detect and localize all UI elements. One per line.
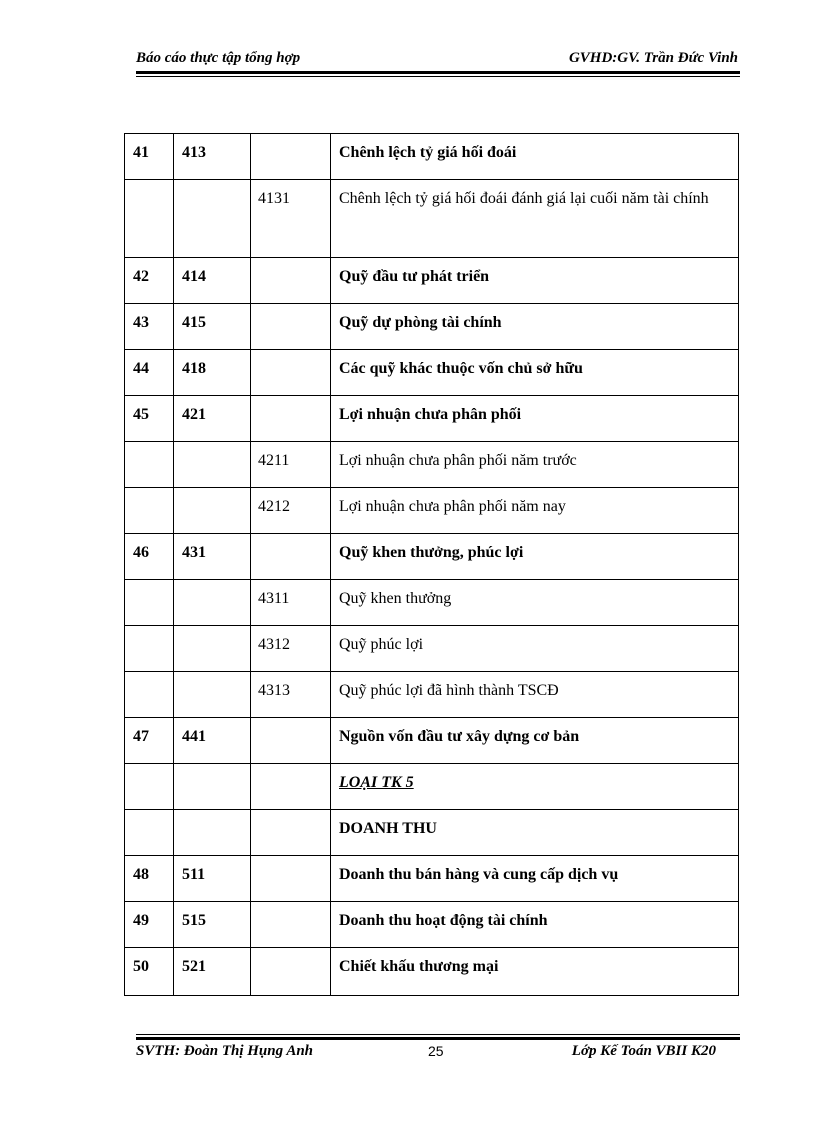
table-row bbox=[125, 442, 739, 488]
header-supervisor: GVHD:GV. Trần Đức Vinh bbox=[568, 50, 738, 66]
table-row bbox=[125, 304, 739, 350]
row-number-text: 50 bbox=[133, 958, 149, 975]
sub-account-code bbox=[251, 258, 331, 304]
sub-account-code-text: 4311 bbox=[258, 590, 290, 607]
sub-account-code bbox=[251, 180, 331, 258]
sub-account-code bbox=[251, 810, 331, 856]
sub-account-code bbox=[251, 672, 331, 718]
sub-account-code bbox=[251, 856, 331, 902]
row-number-text: 45 bbox=[133, 406, 149, 423]
row-number bbox=[125, 626, 174, 672]
row-number-text: 46 bbox=[133, 544, 149, 561]
sub-account-code-text: 4212 bbox=[258, 498, 290, 515]
account-name bbox=[331, 134, 739, 180]
account-code-text bbox=[182, 442, 250, 445]
row-number bbox=[125, 134, 174, 180]
row-number bbox=[125, 948, 174, 996]
account-code-text: 431 bbox=[182, 544, 206, 561]
sub-account-code-text bbox=[258, 134, 330, 137]
account-name bbox=[331, 856, 739, 902]
row-number bbox=[125, 304, 174, 350]
account-code bbox=[174, 902, 251, 948]
row-number-text: 47 bbox=[133, 728, 149, 745]
footer-rule-thick bbox=[136, 1037, 740, 1040]
table-row bbox=[125, 350, 739, 396]
account-code bbox=[174, 718, 251, 764]
account-name bbox=[331, 626, 739, 672]
account-code bbox=[174, 304, 251, 350]
account-code bbox=[174, 626, 251, 672]
account-name-text: DOANH THU bbox=[339, 820, 437, 837]
account-code bbox=[174, 488, 251, 534]
account-name-text: Chiết khấu thương mại bbox=[339, 958, 499, 975]
account-name bbox=[331, 534, 739, 580]
account-code bbox=[174, 810, 251, 856]
table-row bbox=[125, 258, 739, 304]
account-code bbox=[174, 258, 251, 304]
account-name bbox=[331, 180, 739, 258]
account-code-text: 511 bbox=[182, 866, 206, 883]
account-name bbox=[331, 258, 739, 304]
sub-account-code bbox=[251, 350, 331, 396]
sub-account-code-text bbox=[258, 304, 330, 307]
sub-account-code-text: 4313 bbox=[258, 682, 290, 699]
account-name-text: Lợi nhuận chưa phân phối năm trước bbox=[339, 452, 577, 469]
account-code-text: 415 bbox=[182, 314, 206, 331]
account-name bbox=[331, 442, 739, 488]
row-number bbox=[125, 488, 174, 534]
account-name bbox=[331, 902, 739, 948]
table-row bbox=[125, 534, 739, 580]
row-number bbox=[125, 856, 174, 902]
sub-account-code bbox=[251, 626, 331, 672]
table-row bbox=[125, 672, 739, 718]
account-code bbox=[174, 672, 251, 718]
sub-account-code bbox=[251, 534, 331, 580]
row-number-text: 44 bbox=[133, 360, 149, 377]
header-report-title: Báo cáo thực tập tổng hợp bbox=[136, 50, 301, 66]
account-code-text: 441 bbox=[182, 728, 206, 745]
page-number: 25 bbox=[428, 1043, 444, 1059]
account-table bbox=[124, 133, 739, 996]
account-name-text: Quỹ phúc lợi đã hình thành TSCĐ bbox=[339, 682, 559, 699]
account-code-text bbox=[182, 180, 250, 183]
sub-account-code-text bbox=[258, 764, 330, 767]
table-row bbox=[125, 180, 739, 258]
table-row bbox=[125, 134, 739, 180]
row-number bbox=[125, 902, 174, 948]
sub-account-code bbox=[251, 134, 331, 180]
account-code bbox=[174, 350, 251, 396]
table-row bbox=[125, 718, 739, 764]
row-number-text bbox=[133, 626, 173, 629]
page-header bbox=[136, 50, 738, 70]
account-name bbox=[331, 580, 739, 626]
account-code bbox=[174, 856, 251, 902]
table-row bbox=[125, 580, 739, 626]
account-name-text: Quỹ phúc lợi bbox=[339, 636, 424, 653]
account-name-text: Quỹ đầu tư phát triển bbox=[339, 268, 490, 285]
account-name bbox=[331, 948, 739, 996]
account-code-text bbox=[182, 488, 250, 491]
sub-account-code-text: 4312 bbox=[258, 636, 290, 653]
row-number-text bbox=[133, 764, 173, 767]
account-code bbox=[174, 134, 251, 180]
sub-account-code-text bbox=[258, 396, 330, 399]
sub-account-code-text bbox=[258, 810, 330, 813]
account-name-text: Chênh lệch tỷ giá hối đoái bbox=[339, 144, 517, 161]
sub-account-code bbox=[251, 488, 331, 534]
sub-account-code-text bbox=[258, 718, 330, 721]
sub-account-code bbox=[251, 304, 331, 350]
row-number bbox=[125, 580, 174, 626]
account-name-text: Lợi nhuận chưa phân phối bbox=[339, 406, 522, 423]
account-code bbox=[174, 580, 251, 626]
account-name bbox=[331, 396, 739, 442]
account-code-text: 413 bbox=[182, 144, 206, 161]
account-code-text bbox=[182, 764, 250, 767]
sub-account-code-text bbox=[258, 350, 330, 353]
row-number-text bbox=[133, 810, 173, 813]
row-number bbox=[125, 258, 174, 304]
row-number-text bbox=[133, 672, 173, 675]
table-row bbox=[125, 948, 739, 996]
account-name bbox=[331, 488, 739, 534]
header-rule-thick bbox=[136, 71, 740, 74]
sub-account-code-text bbox=[258, 856, 330, 859]
account-name-text: Quỹ khen thưởng bbox=[339, 590, 452, 607]
row-number bbox=[125, 350, 174, 396]
table-row bbox=[125, 810, 739, 856]
table-row bbox=[125, 856, 739, 902]
row-number bbox=[125, 396, 174, 442]
table-row bbox=[125, 902, 739, 948]
row-number bbox=[125, 718, 174, 764]
table-row bbox=[125, 396, 739, 442]
account-code-text: 521 bbox=[182, 958, 206, 975]
sub-account-code-text: 4211 bbox=[258, 452, 290, 469]
footer-rule-thin bbox=[136, 1034, 740, 1035]
sub-account-code-text bbox=[258, 902, 330, 905]
account-code bbox=[174, 442, 251, 488]
account-name-text: Chênh lệch tỷ giá hối đoái đánh giá lại cuối năm tài chính bbox=[339, 190, 709, 207]
row-number bbox=[125, 534, 174, 580]
row-number-text bbox=[133, 442, 173, 445]
row-number-text: 42 bbox=[133, 268, 149, 285]
account-name-text: Doanh thu bán hàng và cung cấp dịch vụ bbox=[339, 866, 619, 883]
sub-account-code bbox=[251, 718, 331, 764]
account-name bbox=[331, 764, 739, 810]
sub-account-code bbox=[251, 442, 331, 488]
page-footer bbox=[136, 1043, 716, 1063]
row-number bbox=[125, 810, 174, 856]
account-code-text: 418 bbox=[182, 360, 206, 377]
sub-account-code-text bbox=[258, 534, 330, 537]
account-name-text: Quỹ dự phòng tài chính bbox=[339, 314, 502, 331]
account-code-text: 414 bbox=[182, 268, 206, 285]
header-rule-thin bbox=[136, 76, 740, 77]
account-name-text: Quỹ khen thưởng, phúc lợi bbox=[339, 544, 524, 561]
row-number-text bbox=[133, 580, 173, 583]
table-row bbox=[125, 626, 739, 672]
account-name-text: LOẠI TK 5 bbox=[339, 774, 414, 791]
account-code-text bbox=[182, 626, 250, 629]
account-code bbox=[174, 534, 251, 580]
sub-account-code bbox=[251, 948, 331, 996]
row-number-text: 49 bbox=[133, 912, 149, 929]
account-name-text: Lợi nhuận chưa phân phối năm nay bbox=[339, 498, 566, 515]
account-code bbox=[174, 180, 251, 258]
account-code-text: 421 bbox=[182, 406, 206, 423]
account-name bbox=[331, 350, 739, 396]
account-code-text bbox=[182, 810, 250, 813]
row-number-text: 41 bbox=[133, 144, 149, 161]
account-name bbox=[331, 304, 739, 350]
sub-account-code bbox=[251, 580, 331, 626]
row-number bbox=[125, 672, 174, 718]
row-number-text: 48 bbox=[133, 866, 149, 883]
account-name-text: Nguồn vốn đầu tư xây dựng cơ bản bbox=[339, 728, 580, 745]
account-name bbox=[331, 810, 739, 856]
account-code-text bbox=[182, 580, 250, 583]
account-code bbox=[174, 396, 251, 442]
row-number bbox=[125, 764, 174, 810]
table-row bbox=[125, 488, 739, 534]
sub-account-code bbox=[251, 902, 331, 948]
sub-account-code bbox=[251, 396, 331, 442]
table-row bbox=[125, 764, 739, 810]
account-name-text: Các quỹ khác thuộc vốn chủ sở hữu bbox=[339, 360, 583, 377]
account-code-text bbox=[182, 672, 250, 675]
sub-account-code-text bbox=[258, 258, 330, 261]
footer-student: SVTH: Đoàn Thị Hụng Anh bbox=[136, 1043, 314, 1059]
footer-class: Lớp Kế Toán VBII K20 bbox=[571, 1043, 716, 1059]
row-number-text: 43 bbox=[133, 314, 149, 331]
account-name bbox=[331, 718, 739, 764]
account-name-text: Doanh thu hoạt động tài chính bbox=[339, 912, 548, 929]
row-number bbox=[125, 180, 174, 258]
row-number-text bbox=[133, 488, 173, 491]
row-number bbox=[125, 442, 174, 488]
sub-account-code-text: 4131 bbox=[258, 190, 290, 207]
account-code bbox=[174, 764, 251, 810]
sub-account-code-text bbox=[258, 948, 330, 951]
row-number-text bbox=[133, 180, 173, 183]
account-name bbox=[331, 672, 739, 718]
account-code bbox=[174, 948, 251, 996]
account-code-text: 515 bbox=[182, 912, 206, 929]
sub-account-code bbox=[251, 764, 331, 810]
